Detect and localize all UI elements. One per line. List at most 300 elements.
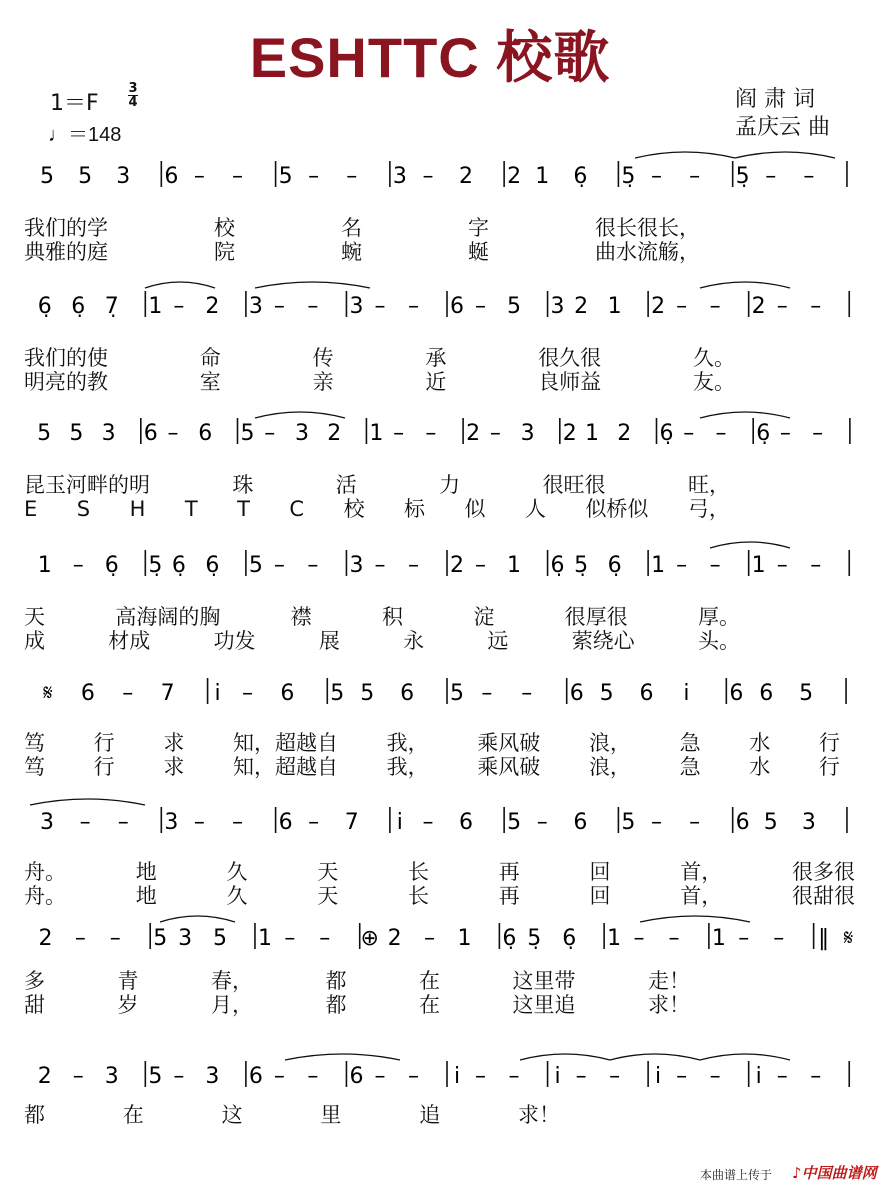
note: 2 <box>459 164 474 189</box>
note: 7 <box>344 810 359 835</box>
tempo-mark: ♩＝148 <box>48 124 122 146</box>
note: 2 <box>450 553 464 578</box>
note: – <box>715 421 727 446</box>
lyric-segment: 久。 <box>692 346 735 370</box>
tie-slur <box>285 1054 400 1060</box>
lyric-segment: 人 <box>524 497 546 521</box>
lyric-segment: 很多很 <box>792 860 855 884</box>
note: – <box>689 164 701 189</box>
note: – <box>489 421 501 446</box>
lyric-segment: 蜒 <box>468 240 489 264</box>
lyricist-credit: 阎 肃 词 <box>735 87 815 112</box>
note: – <box>668 926 680 951</box>
lyric-segment: 高海阔的胸 <box>115 605 221 629</box>
note: – <box>307 294 319 319</box>
note: 6 <box>759 681 774 706</box>
note: 6 <box>450 294 464 319</box>
note: – <box>307 553 319 578</box>
lyric-segment: 天 <box>317 884 339 908</box>
tie-slur <box>735 152 835 158</box>
note: 5 <box>507 294 522 319</box>
lyric-segment: 襟 <box>290 605 312 629</box>
note: – <box>393 421 405 446</box>
note: 7 <box>160 681 175 706</box>
lyric-segment: 这里带 <box>512 969 576 993</box>
lyric-line <box>24 473 730 497</box>
note: 6̣ <box>756 421 771 446</box>
note: 7̣ <box>104 294 119 319</box>
lyric-segment: 天 <box>24 605 45 629</box>
lyric-segment: 浪， <box>588 755 631 779</box>
note: – <box>422 810 434 835</box>
lyric-segment: 很久很 <box>538 346 602 370</box>
lyric-segment: 蜿 <box>341 240 362 264</box>
note: – <box>475 294 487 319</box>
lyric-segment: 近 <box>425 370 447 394</box>
note: – <box>651 810 662 835</box>
note: – <box>117 810 129 835</box>
note: 6 <box>349 1064 364 1089</box>
note: i <box>755 1064 762 1089</box>
note: 5 <box>621 810 636 835</box>
note: 5̣ <box>527 926 542 951</box>
note: 3 <box>349 553 364 578</box>
lyric-segment: 展 <box>318 629 340 653</box>
lyric-segment: 都 <box>24 1103 45 1127</box>
note: 5 <box>799 681 814 706</box>
note: 5 <box>37 421 52 446</box>
lyric-segment: 里 <box>320 1103 342 1127</box>
note: ⊕ <box>360 926 379 951</box>
note: – <box>346 164 358 189</box>
lyric-segment: 地 <box>135 860 157 884</box>
lyric-segment: S <box>76 497 91 521</box>
lyric-segment: 成 <box>24 629 45 653</box>
note: 2 <box>574 294 589 319</box>
lyric-segment: E <box>24 497 38 521</box>
lyric-segment: 活 <box>335 473 357 497</box>
note: – <box>273 1064 285 1089</box>
lyric-segment: 春， <box>211 969 253 993</box>
lyric-segment: 我们的使 <box>24 346 108 370</box>
tie-slur <box>700 282 790 288</box>
note: – <box>676 294 688 319</box>
lyric-segment: 急 <box>679 755 701 779</box>
note: 6̣ <box>562 926 577 951</box>
lyric-segment: 急 <box>679 731 701 755</box>
note: – <box>193 810 205 835</box>
note: 3 <box>248 294 263 319</box>
note: 6 <box>729 681 744 706</box>
note: – <box>72 553 84 578</box>
note: 6 <box>280 681 295 706</box>
lyric-segment: 积 <box>381 605 403 629</box>
note: 1 <box>607 294 622 319</box>
footer-text: 本曲谱上传于 <box>700 1168 773 1182</box>
note: – <box>689 810 701 835</box>
note: i <box>396 810 403 835</box>
note: 5 <box>240 421 255 446</box>
note: – <box>319 926 331 951</box>
tie-slur <box>700 412 790 418</box>
note: 2 <box>327 421 342 446</box>
lyric-segment: 舟。 <box>24 884 66 908</box>
note: – <box>776 294 788 319</box>
note: – <box>407 553 419 578</box>
note: 2 <box>562 421 577 446</box>
lyric-segment: 似桥似 <box>585 497 649 521</box>
lyric-segment: 多 <box>24 969 45 993</box>
note: 2 <box>387 926 402 951</box>
lyric-line <box>24 731 840 755</box>
lyric-segment: 功发 <box>213 629 256 653</box>
note: – <box>651 164 662 189</box>
lyric-segment: 命 <box>199 346 221 370</box>
note: 1 <box>457 926 472 951</box>
tie-slur <box>255 412 345 418</box>
note: – <box>374 553 386 578</box>
note: – <box>779 421 791 446</box>
note: 5 <box>248 553 263 578</box>
lyric-segment: 我们的学 <box>24 216 108 240</box>
lyric-segment: 地 <box>135 884 157 908</box>
lyric-segment: 求！ <box>648 993 690 1017</box>
note: – <box>232 164 243 189</box>
lyric-segment: 室 <box>199 370 221 394</box>
note: 6̣ <box>205 553 220 578</box>
note: – <box>307 1064 319 1089</box>
note: 5̣ <box>574 553 589 578</box>
lyric-segment: 追 <box>419 1103 441 1127</box>
note: – <box>812 421 824 446</box>
note: – <box>709 553 721 578</box>
lyric-line <box>24 346 735 370</box>
lyric-segment: T <box>184 497 198 521</box>
note: 6̣ <box>659 421 674 446</box>
note: 3 <box>520 421 535 446</box>
note: – <box>273 294 285 319</box>
lyric-segment: 知，超越自 <box>232 755 338 779</box>
note: 6 <box>248 1064 263 1089</box>
lyric-segment: 在 <box>419 969 440 993</box>
lyric-segment: H <box>129 497 146 521</box>
lyric-segment: 力 <box>439 473 461 497</box>
note: 2 <box>751 294 766 319</box>
note: 1 <box>607 926 622 951</box>
note: 6̣ <box>573 164 588 189</box>
note: 3 <box>801 810 816 835</box>
note: 5 <box>153 926 168 951</box>
note: – <box>422 164 434 189</box>
note: 3 <box>164 810 179 835</box>
note: – <box>803 164 815 189</box>
note: 6̣ <box>71 294 86 319</box>
note: – <box>122 681 134 706</box>
note: i <box>683 681 690 706</box>
lyric-segment: 天 <box>317 860 339 884</box>
note: – <box>676 553 688 578</box>
note: 6̣ <box>37 294 52 319</box>
note: i <box>214 681 221 706</box>
lyric-segment: 长 <box>408 860 429 884</box>
note: 6 <box>735 810 750 835</box>
note: – <box>308 810 320 835</box>
note: 6 <box>573 810 588 835</box>
lyric-segment: 曲水流觞， <box>595 240 700 264</box>
note: – <box>475 1064 487 1089</box>
note: 5 <box>69 421 84 446</box>
note: – <box>308 164 320 189</box>
segno-sign: 𝄋 <box>843 926 854 951</box>
tie-slur <box>160 916 235 922</box>
note: 3 <box>205 1064 220 1089</box>
note: – <box>810 294 822 319</box>
key-signature: 1＝F <box>50 91 99 116</box>
lyric-segment: 青 <box>117 969 139 993</box>
note: 5 <box>763 810 778 835</box>
lyric-segment: 求！ <box>517 1103 560 1127</box>
lyric-segment: 很甜很 <box>792 884 855 908</box>
note: 5 <box>148 1064 163 1089</box>
note: – <box>74 926 86 951</box>
lyric-segment: 水 <box>749 755 771 779</box>
lyric-segment: 走！ <box>648 969 690 993</box>
note: 1 <box>751 553 766 578</box>
note: 6 <box>80 681 95 706</box>
lyric-line <box>24 993 690 1017</box>
note: – <box>193 164 205 189</box>
note: – <box>374 294 386 319</box>
lyric-segment: 昆玉河畔的明 <box>24 473 150 497</box>
note: 6 <box>278 810 293 835</box>
lyric-segment: 校 <box>343 497 365 521</box>
lyric-segment: 行 <box>93 731 115 755</box>
note: – <box>575 1064 587 1089</box>
lyric-segment: 久 <box>226 860 248 884</box>
lyric-segment: 典雅的庭 <box>24 240 108 264</box>
note: 2 <box>507 164 522 189</box>
note: 1 <box>507 553 522 578</box>
lyric-segment: 珠 <box>232 473 254 497</box>
lyric-segment: 标 <box>404 497 426 521</box>
note: – <box>776 1064 788 1089</box>
lyric-segment: T <box>237 497 250 521</box>
lyric-segment: 回 <box>589 860 611 884</box>
note: 3 <box>40 810 55 835</box>
lyric-segment: 名 <box>341 216 362 240</box>
note: – <box>425 421 437 446</box>
note: – <box>79 810 91 835</box>
note: 5 <box>330 681 345 706</box>
lyric-segment: 头。 <box>697 629 740 653</box>
note: 1 <box>369 421 384 446</box>
note: 6 <box>198 421 213 446</box>
lyric-segment: 我， <box>386 731 429 755</box>
lyric-segment: 永 <box>403 629 425 653</box>
lyric-segment: 很旺很 <box>542 473 606 497</box>
lyric-segment: 久 <box>226 884 248 908</box>
note: 1 <box>37 553 52 578</box>
tie-slur <box>640 916 750 922</box>
lyric-segment: 回 <box>589 884 611 908</box>
note: 3 <box>294 421 309 446</box>
note: 1 <box>711 926 726 951</box>
lyric-line <box>24 370 735 394</box>
lyric-segment: 我， <box>386 755 429 779</box>
note: – <box>173 1064 185 1089</box>
note: i <box>453 1064 461 1089</box>
lyric-segment: 远 <box>487 629 509 653</box>
note: – <box>773 926 785 951</box>
note: 3 <box>101 421 116 446</box>
note: 6 <box>569 681 584 706</box>
note: 6 <box>143 421 158 446</box>
lyric-segment: 淀 <box>473 605 495 629</box>
note: – <box>173 294 185 319</box>
lyric-segment: 萦绕心 <box>571 629 635 653</box>
note: i <box>655 1064 662 1089</box>
lyric-segment: 再 <box>498 884 520 908</box>
note: 1 <box>585 421 600 446</box>
note: – <box>633 926 645 951</box>
note: 5 <box>450 681 464 706</box>
lyric-segment: 行 <box>818 731 840 755</box>
lyric-line <box>24 605 740 629</box>
note: 1 <box>148 294 163 319</box>
lyric-segment: 旺， <box>687 473 730 497</box>
note: 6 <box>639 681 654 706</box>
note: 5 <box>599 681 614 706</box>
tie-slur <box>255 282 370 288</box>
note: 6 <box>459 810 474 835</box>
lyric-segment: 厚。 <box>697 605 740 629</box>
lyric-segment: 求 <box>163 731 185 755</box>
lyric-segment: 校 <box>214 216 235 240</box>
note: – <box>521 681 533 706</box>
lyric-segment: 这里追 <box>512 993 576 1017</box>
note: – <box>232 810 243 835</box>
note: 2 <box>37 1064 52 1089</box>
note: 6̣ <box>171 553 186 578</box>
lyric-line <box>24 497 730 521</box>
note: – <box>241 681 253 706</box>
note: i <box>554 1064 561 1089</box>
note: 2 <box>617 421 632 446</box>
lyric-segment: 很厚很 <box>564 605 628 629</box>
lyric-line <box>24 216 700 240</box>
lyric-segment: 承 <box>425 346 447 370</box>
note: – <box>683 421 695 446</box>
note: 6 <box>400 681 415 706</box>
note: 6̣ <box>104 553 119 578</box>
note: – <box>72 1064 84 1089</box>
lyric-segment: 浪， <box>588 731 631 755</box>
lyric-segment: 求 <box>163 755 185 779</box>
lyric-segment: 友。 <box>692 370 735 394</box>
lyric-segment: 似 <box>464 497 486 521</box>
note: 2 <box>651 294 666 319</box>
note: – <box>765 164 777 189</box>
note: – <box>709 294 721 319</box>
tie-slur <box>145 282 215 288</box>
note: 2 <box>205 294 220 319</box>
lyric-segment: 水 <box>749 731 771 755</box>
tie-slur <box>710 542 790 548</box>
note: – <box>810 553 822 578</box>
lyric-segment: 乘风破 <box>477 755 541 779</box>
lyric-segment: 传 <box>312 346 334 370</box>
note: – <box>407 294 419 319</box>
lyric-segment: 都 <box>325 993 347 1017</box>
note: 1 <box>535 164 550 189</box>
lyric-segment: 明亮的教 <box>24 370 108 394</box>
lyric-segment: 甜 <box>24 993 45 1017</box>
note: 5 <box>213 926 228 951</box>
note: 5̣ <box>621 164 636 189</box>
quarter-note-icon: ♩ <box>48 124 68 146</box>
lyric-segment: 岁 <box>117 993 139 1017</box>
lyric-segment: 笃 <box>24 755 45 779</box>
tie-slur <box>520 1054 610 1060</box>
lyric-segment: 院 <box>214 240 235 264</box>
note: – <box>475 553 487 578</box>
lyric-segment: 这 <box>221 1103 243 1127</box>
note: – <box>284 926 296 951</box>
lyric-segment: 在 <box>419 993 440 1017</box>
note: 3 <box>349 294 364 319</box>
note: – <box>810 1064 822 1089</box>
note: 2 <box>38 926 53 951</box>
note: 3 <box>178 926 193 951</box>
note: 3 <box>392 164 407 189</box>
note: – <box>738 926 750 951</box>
note: – <box>776 553 788 578</box>
time-signature: 3 4 <box>128 81 138 110</box>
note: – <box>536 810 548 835</box>
lyric-segment: 月， <box>211 993 253 1017</box>
note: 5 <box>507 810 522 835</box>
tie-slur <box>635 152 735 158</box>
segno-sign: 𝄋 <box>43 681 53 706</box>
note: 3 <box>104 1064 119 1089</box>
note: 5̣ <box>148 553 163 578</box>
lyric-segment: 很长很长， <box>595 216 700 240</box>
note: 1 <box>651 553 666 578</box>
note: 6̣ <box>550 553 565 578</box>
note: – <box>374 1064 386 1089</box>
lyric-segment: 知，超越自 <box>232 731 338 755</box>
lyric-segment: 在 <box>122 1103 144 1127</box>
note: – <box>167 421 179 446</box>
lyric-segment: 都 <box>325 969 347 993</box>
note: 6̣ <box>607 553 622 578</box>
site-brand-logo: ♪中国曲谱网 <box>792 1164 877 1182</box>
note: – <box>481 681 493 706</box>
composer-credit: 孟庆云 曲 <box>735 115 830 140</box>
note: 5 <box>40 164 55 189</box>
lyric-segment: 长 <box>408 884 429 908</box>
tie-slur <box>610 1054 700 1060</box>
note: – <box>407 1064 419 1089</box>
lyric-line <box>24 240 700 264</box>
music-note-icon: ♪ <box>792 1164 802 1182</box>
lyric-line <box>24 629 740 653</box>
note: 5 <box>278 164 293 189</box>
note: 6̣ <box>502 926 517 951</box>
note: – <box>109 926 121 951</box>
lyric-segment: 乘风破 <box>477 731 541 755</box>
note: – <box>676 1064 688 1089</box>
